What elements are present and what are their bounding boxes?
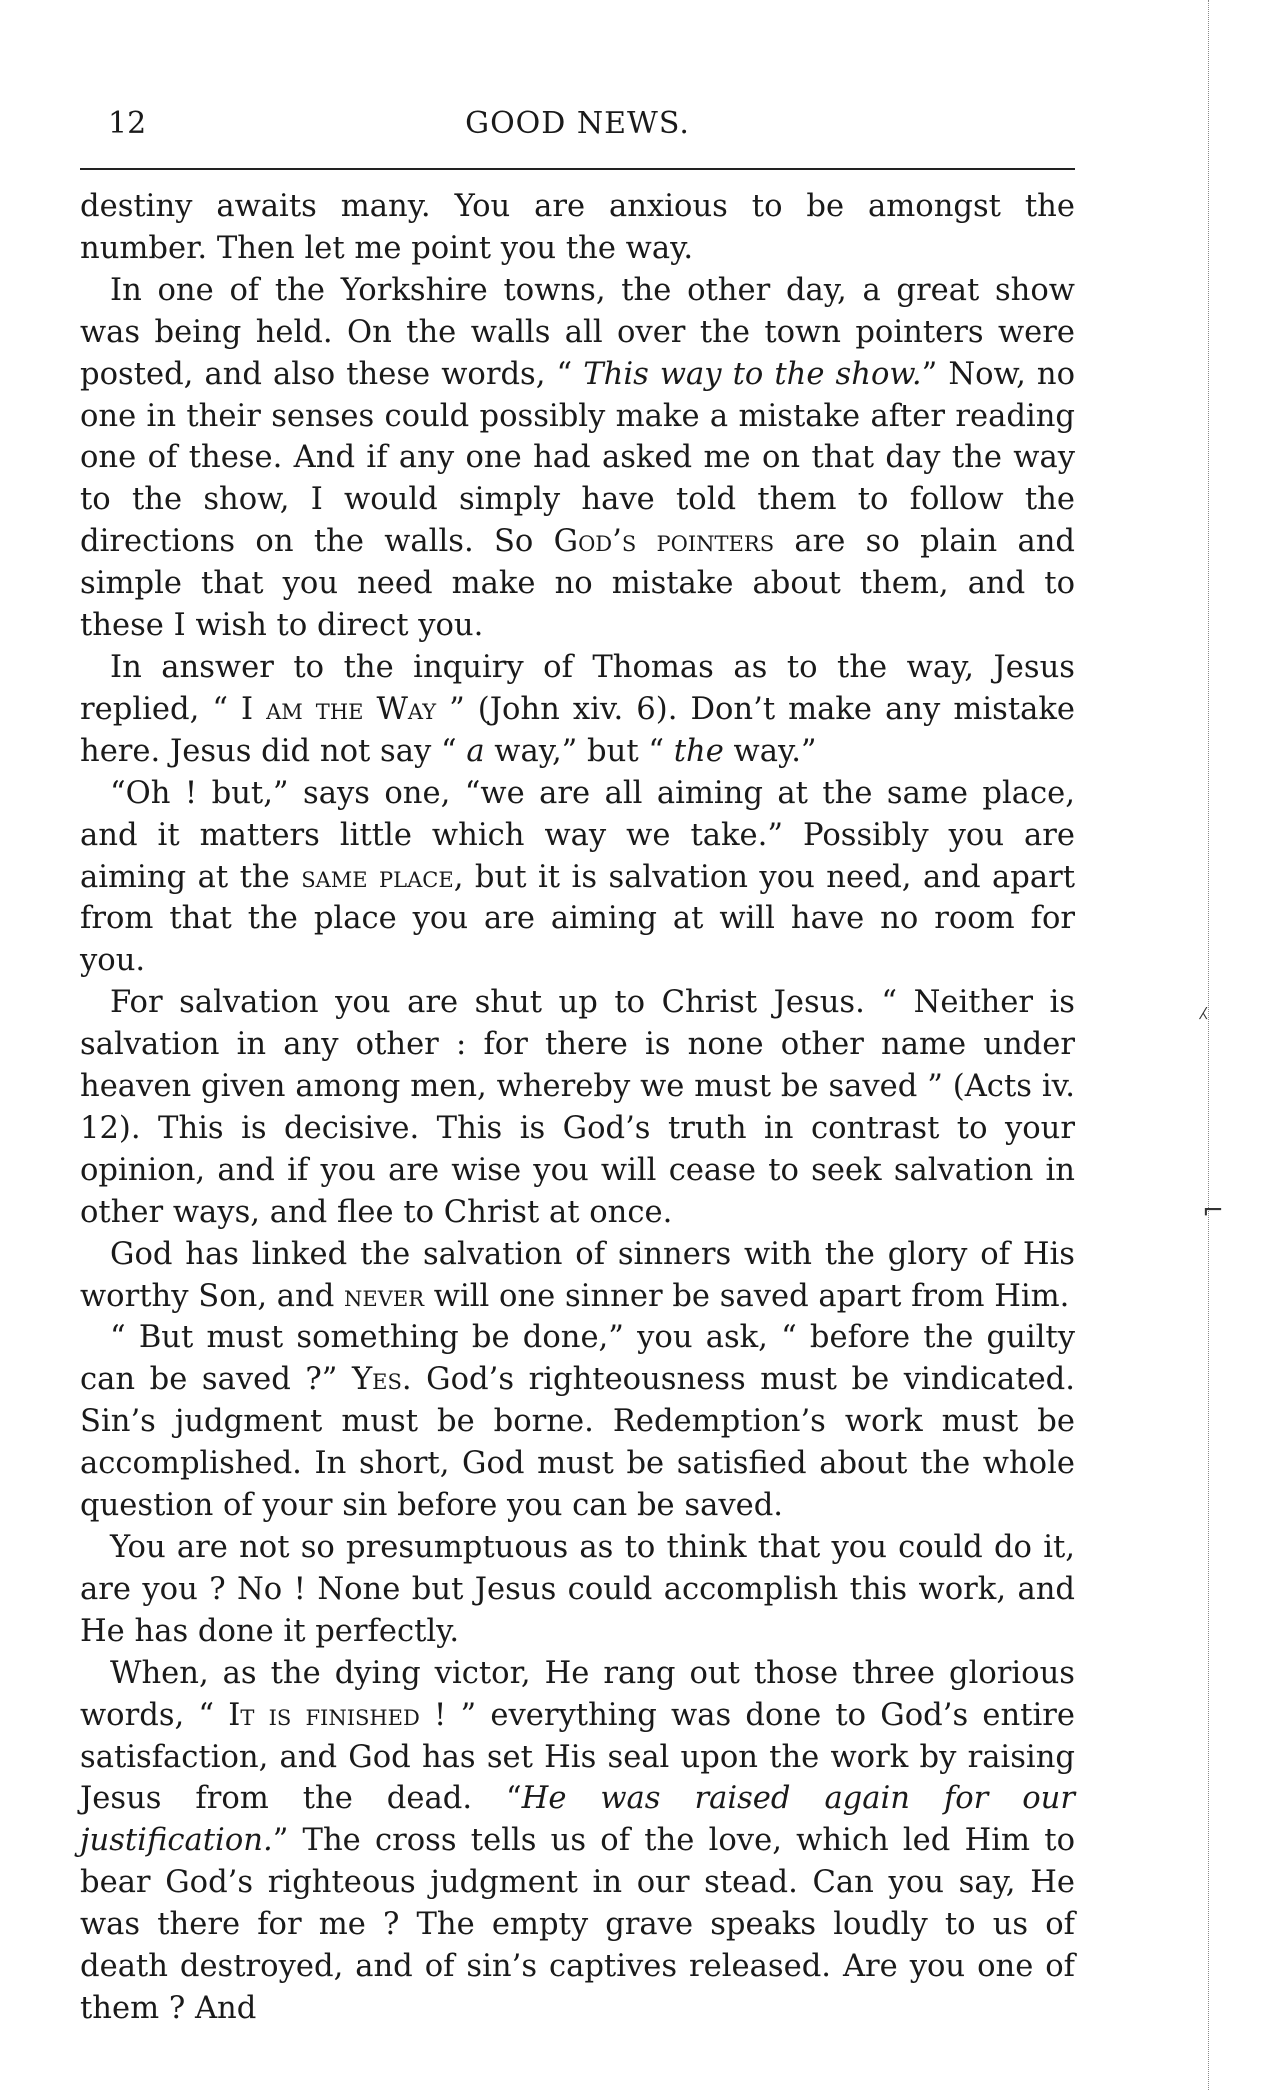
page-number: 12 [108, 106, 147, 141]
text-run: For salvation you are shut up to Christ Jesus. “ Neither is salvation in any other : for there is none other name under heaven given among men, whereby we must be saved ” (Acts iv. 12). This is decisive. This is God’s truth in contrast to your opinion, and if you are wise you will cease to seek salvation in other ways, and flee to Christ at once. [80, 985, 1075, 1230]
text-run: “Oh ! but,” says one, “we are all aiming at the same place, and it matters little which way we take.” Possibly you are aiming at the [80, 775, 1075, 895]
paragraph [80, 773, 1075, 983]
paragraph [80, 186, 1075, 270]
text-run: ” The cross tells us of the love, which led Him to bear God’s righteous judgment in our stead. Can you say, He was there for me ? The empty grave speaks loudly to us of death destroyed, and of sin’s captives released. Are you one of them ? And [80, 1823, 1075, 2026]
small-caps-phrase: Yes. [351, 1362, 412, 1398]
text-run: “ But must something be done,” you ask, “ before the guilty can be saved ?” [80, 1320, 1075, 1398]
paragraph [80, 647, 1075, 773]
text-run: God has linked the salvation of sinners with the glory of His worthy Son, and [80, 1236, 1075, 1314]
italic-phrase: He was raised again for our justification. [80, 1781, 1076, 1859]
text-run: In answer to the inquiry of Thomas as to the way, Jesus replied, “ [80, 649, 1075, 727]
paragraph [80, 1527, 1075, 1653]
italic-phrase: a [466, 733, 485, 769]
page-header [80, 106, 1075, 152]
margin-mark: ⁁ [1200, 990, 1207, 1020]
header-rule [80, 168, 1075, 170]
text-run: way.” [723, 733, 817, 769]
paragraph [80, 982, 1075, 1233]
italic-phrase: This way to the show. [583, 356, 922, 392]
small-caps-phrase: same place [301, 859, 454, 895]
running-title: GOOD NEWS. [465, 106, 690, 141]
paragraph [80, 1653, 1075, 2030]
paragraph [80, 1317, 1075, 1527]
text-run: ! ” everything was done to God’s entire satisfaction, and God has set His seal upon the work by raising Jesus from the dead. “ [80, 1697, 1075, 1817]
text-run: ” Now, no one in their senses could possibly make a mistake after reading one of these. And if any one had asked me on that day the way to the show, I would simply have told them to follow the directions on the walls. So [80, 356, 1075, 560]
text-run: God’s righteousness must be vindicated. Sin’s judgment must be borne. Redemption’s work must be accomplished. In short, God must be satisfied about the whole question of your sin before you can be saved. [80, 1362, 1075, 1524]
italic-phrase: the [673, 733, 724, 769]
text-run: destiny awaits many. You are anxious to be amongst the number. Then let me point you the way. [80, 189, 1075, 266]
text-run: ” (John xiv. 6). Don’t make any mistake here. Jesus did not say “ [80, 691, 1075, 769]
text-run: In one of the Yorkshire towns, the other day, a great show was being held. On the walls all over the town pointers were posted, and also these words, “ [80, 272, 1075, 392]
margin-mark: ⌐ [1202, 1196, 1224, 1226]
text-run: way,” but “ [484, 733, 674, 769]
page-edge-line [1208, 0, 1209, 2090]
paragraph [80, 270, 1075, 647]
text-run: You are not so presumptuous as to think that you could do it, are you ? No ! None but Jesus could accomplish this work, and He has done it perfectly. [80, 1530, 1075, 1649]
small-caps-phrase: It is finished [228, 1697, 420, 1733]
small-caps-phrase: God’s pointers [553, 524, 775, 560]
text-run: will one sinner be saved apart from Him. [424, 1278, 1070, 1314]
text-run: , but it is salvation you need, and apart from that the place you are aiming at will have no room for you. [80, 859, 1076, 979]
small-caps-phrase: I am the Way [241, 691, 437, 727]
small-caps-phrase: never [344, 1278, 425, 1314]
paragraph [80, 1234, 1075, 1318]
body-text [80, 186, 1075, 2030]
text-run: When, as the dying victor, He rang out those three glorious words, “ [80, 1655, 1075, 1733]
text-run: are so plain and simple that you need make no mistake about them, and to these I wish to direct you. [80, 524, 1075, 644]
